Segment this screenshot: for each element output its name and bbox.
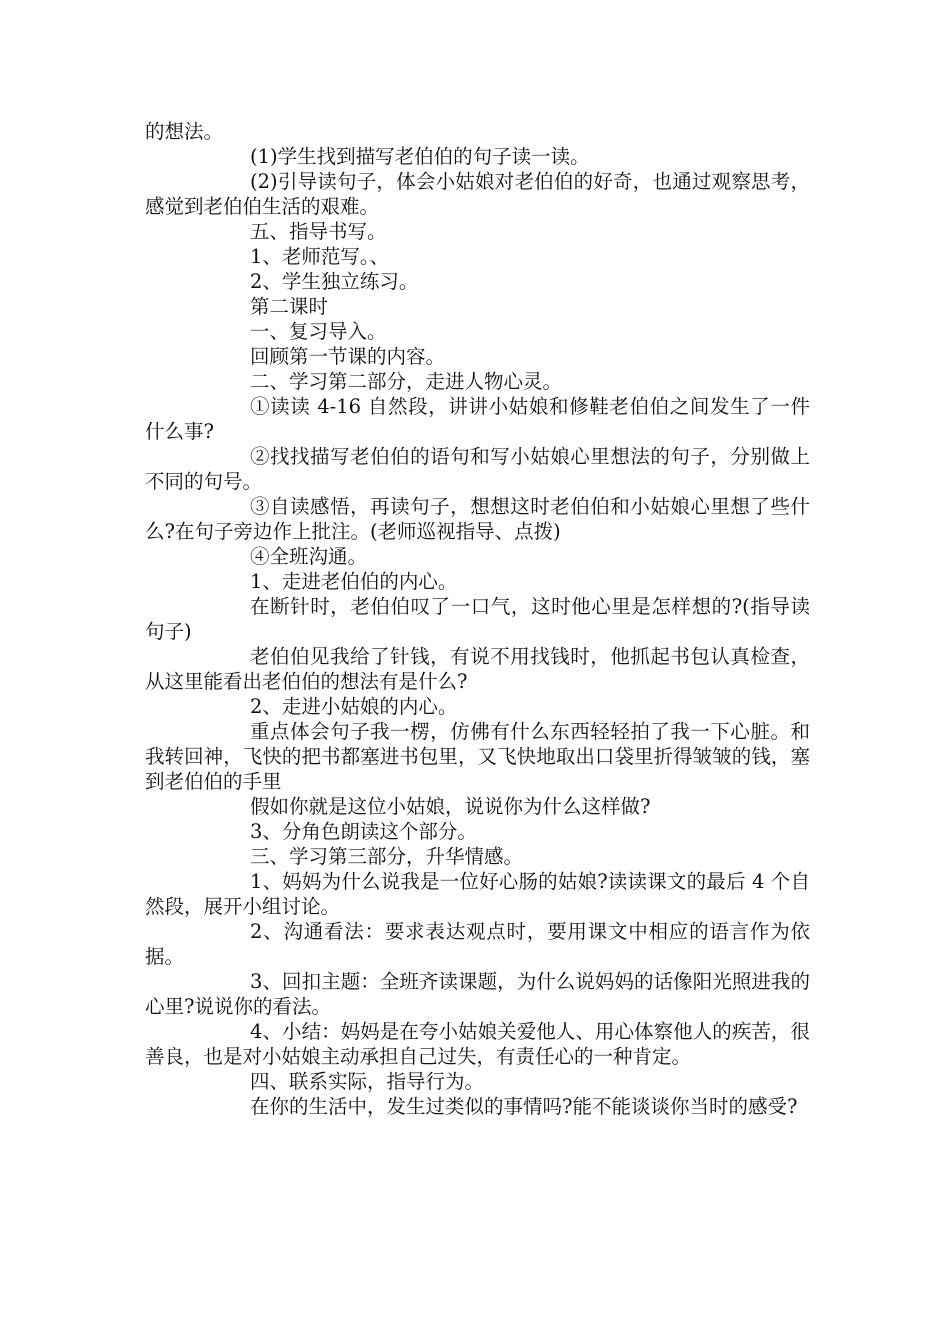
paragraph: ③自读感悟，再读句子，想想这时老伯伯和小姑娘心里想了些什么?在句子旁边作上批注。(老师巡视指导、点拨) <box>145 495 810 543</box>
paragraph: 在断针时，老伯伯叹了一口气，这时他心里是怎样想的?(指导读句子) <box>145 595 810 643</box>
paragraph: 五、指导书写。 <box>250 220 387 243</box>
paragraph: 一、复习导入。 <box>250 320 387 343</box>
document-body <box>145 119 810 1119</box>
paragraph: 2、学生独立练习。 <box>250 270 419 293</box>
paragraph: ②找找描写老伯伯的语句和写小姑娘心里想法的句子，分别做上不同的句号。 <box>145 445 810 493</box>
paragraph: 假如你就是这位小姑娘，说说你为什么这样做? <box>250 795 651 818</box>
paragraph: ④全班沟通。 <box>250 545 368 568</box>
paragraph: 的想法。 <box>145 120 224 143</box>
paragraph: 三、学习第三部分，升华情感。 <box>250 845 524 868</box>
paragraph: (1)学生找到描写老伯伯的句子读一读。 <box>250 145 590 168</box>
paragraph: 3、分角色朗读这个部分。 <box>250 820 477 843</box>
paragraph: 1、走进老伯伯的内心。 <box>250 570 458 593</box>
paragraph: ①读读 4-16 自然段，讲讲小姑娘和修鞋老伯伯之间发生了一件什么事? <box>145 395 810 443</box>
paragraph: 4、小结：妈妈是在夸小姑娘关爱他人、用心体察他人的疾苦，很善良，也是对小姑娘主动承担自己过失，有责任心的一种肯定。 <box>145 1020 810 1068</box>
paragraph: 老伯伯见我给了针钱，有说不用找钱时，他抓起书包认真检查，从这里能看出老伯伯的想法有是什么? <box>145 645 810 693</box>
paragraph: 3、回扣主题：全班齐读课题，为什么说妈妈的话像阳光照进我的心里?说说你的看法。 <box>145 970 810 1018</box>
paragraph: 二、学习第二部分，走进人物心灵。 <box>250 370 563 393</box>
paragraph: 2、沟通看法：要求表达观点时，要用课文中相应的语言作为依据。 <box>145 920 810 968</box>
paragraph: 第二课时 <box>250 295 329 318</box>
paragraph: (2)引导读句子，体会小姑娘对老伯伯的好奇，也通过观察思考，感觉到老伯伯生活的艰难。 <box>145 170 810 218</box>
paragraph: 回顾第一节课的内容。 <box>250 345 446 368</box>
paragraph: 四、联系实际，指导行为。 <box>250 1070 485 1093</box>
paragraph: 1、妈妈为什么说我是一位好心肠的姑娘?读读课文的最后 4 个自然段，展开小组讨论。 <box>145 870 810 918</box>
paragraph: 1、老师范写。、 <box>250 245 390 268</box>
paragraph: 重点体会句子我一楞，仿佛有什么东西轻轻拍了我一下心脏。和我转回神，飞快的把书都塞进书包里，又飞快地取出口袋里折得皱皱的钱，塞到老伯伯的手里 <box>145 720 810 793</box>
paragraph: 2、走进小姑娘的内心。 <box>250 695 458 718</box>
paragraph: 在你的生活中，发生过类似的事情吗?能不能谈谈你当时的感受? <box>250 1095 798 1118</box>
